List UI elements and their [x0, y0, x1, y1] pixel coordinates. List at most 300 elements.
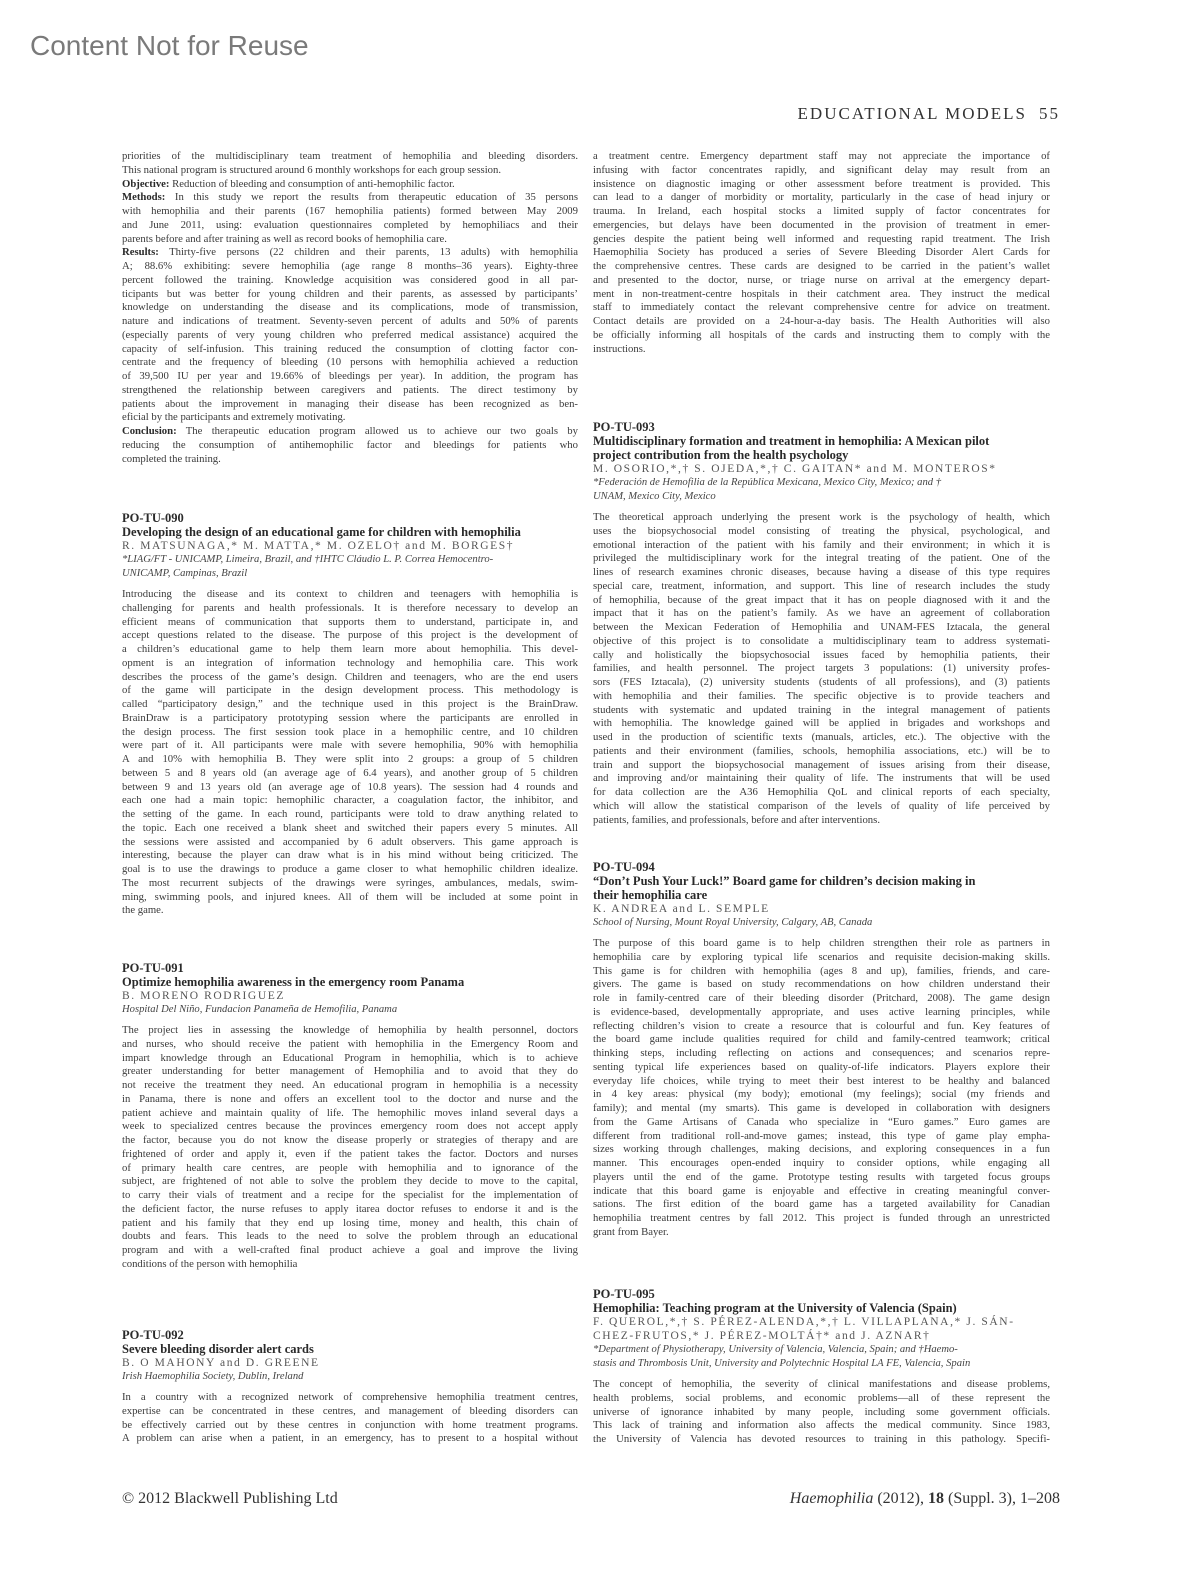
journal-citation [790, 1490, 1060, 1508]
journal-name: Haemophilia [789, 1490, 874, 1507]
text-line [593, 1419, 1050, 1433]
text-line [122, 712, 578, 726]
text-line [122, 643, 578, 657]
text-line [122, 822, 578, 836]
line-text: hemophilia treatment centres by fall 2012. This project is funded through an unrestricted [593, 1212, 1050, 1224]
line-text: grant from Bayer. [593, 1225, 669, 1238]
text-line [122, 726, 578, 740]
line-text: subject, are frightened of not able to solve the problem they decide to move to the capital, [122, 1175, 578, 1188]
text-line [122, 1093, 578, 1107]
text-line [122, 1065, 578, 1079]
line-text: patients, families, and professionals, before and after interventions. [593, 813, 880, 826]
line-text: players until the end of the game. Prototype testing results with targeted focus groups [593, 1170, 1050, 1183]
text-line [122, 329, 578, 343]
line-text: is evidence-based, developmentally appropriate, and uses active learning principles, while [593, 1005, 1050, 1018]
text-line [122, 602, 578, 616]
copyright: © 2012 Blackwell Publishing Ltd [122, 1490, 338, 1507]
text-line [593, 205, 1050, 219]
text-line [122, 863, 578, 877]
text-line [593, 1102, 1050, 1116]
text-line [593, 814, 1050, 828]
text-line [593, 731, 1050, 745]
text-line [593, 580, 1050, 594]
line-text: trauma. In Ireland, each hospital stocks a limited supply of factor concentrates for [593, 205, 1050, 217]
text-line [593, 315, 1050, 329]
abstract-id: PO-TU-090 [122, 511, 184, 525]
abstract-title: their hemophilia care [593, 888, 708, 902]
line-text: between 9 and 13 years old (an average age of 10.8 years). The session had 4 rounds and [122, 780, 578, 793]
text-line [593, 1212, 1050, 1226]
abstract-id: PO-TU-092 [122, 1328, 184, 1342]
text-line [122, 274, 578, 288]
abstract-affiliation: School of Nursing, Mount Royal University, Calgary, AB, Canada [593, 917, 873, 928]
text-line [122, 233, 578, 247]
abstract [593, 860, 1050, 1240]
text-line [593, 1185, 1050, 1199]
text-line [122, 439, 578, 453]
line-text: different from traditional roll-and-move games; instead, this type of game play empha- [593, 1129, 1050, 1142]
line-text: objective of this project is to consolidate a multidisciplinary team to address systemati- [593, 634, 1050, 647]
line-text: priorities of the multidisciplinary team treatment of hemophilia and bleeding disorders. [122, 150, 578, 162]
line-text: the game. [122, 904, 164, 917]
text-line [593, 759, 1050, 773]
line-text: (especially parents of very young children who preferred medical assistance) acquired the [122, 328, 578, 341]
line-text: percent followed the training. Knowledge acquisition was considered good in all par- [122, 273, 578, 286]
line-text: hemophilia care by exploring typical life scenarios and requisite decision-making skills. [593, 950, 1050, 963]
line-text: be effectively carried out by these centres in conjunction with home treatment programs. [122, 1418, 578, 1431]
line-text: between 5 and 8 years old (an average age of 6.4 years), and another group of 5 children [122, 766, 578, 779]
text-line [593, 978, 1050, 992]
text-line [122, 781, 578, 795]
text-line [122, 178, 578, 192]
line-text: A and 10% with hemophilia B. They were split into 2 groups: a group of 5 children [122, 753, 578, 765]
abstract-affiliation: UNICAMP, Campinas, Brazil [122, 568, 248, 579]
text-line [593, 178, 1050, 192]
text-line [122, 1391, 578, 1405]
abstract-body [122, 588, 578, 918]
line-text: Haemophilia Society has produced a series of Severe Bleeding Disorder Alert Cards for [593, 246, 1050, 259]
text-line [122, 260, 578, 274]
line-text: patients about the improvement in managing their disease has been recognized as ben- [122, 397, 578, 410]
line-text: sizes working through challenges, making decisions, and exploring consequences in a fun [593, 1143, 1050, 1156]
text-line [593, 1130, 1050, 1144]
text-line [593, 164, 1050, 178]
line-text: This lack of training and information also affects the medical community. Since 1983, [593, 1419, 1050, 1432]
line-text: can lead to a danger of morbidity or mortality, particularly in the case of head injury or [593, 191, 1050, 204]
line-text: in 4 key areas: physical (my body); emotional (my feelings); social (my friends and [593, 1088, 1050, 1101]
line-text: eficial by the participants and extremely motivating. [122, 411, 346, 424]
text-line [122, 164, 578, 178]
text-line [122, 356, 578, 370]
line-text: privileged the multidisciplinary work for the integral treating of the patient. One of the [593, 552, 1050, 565]
text-line [122, 1052, 578, 1066]
line-text: to carry their vials of treatment and a recipe for the specialist for the implementation of [122, 1189, 578, 1201]
section-label: Objective: [122, 177, 170, 190]
line-text: The theoretical approach underlying the present work is the psychology of health, which [593, 511, 1050, 523]
abstract-authors: B. O MAHONY and D. GREENE [122, 1357, 320, 1369]
text-line [593, 1406, 1050, 1420]
text-line [122, 891, 578, 905]
text-line [593, 1020, 1050, 1034]
line-text: Reduction of bleeding and consumption of anti-hemophilic factor. [169, 177, 455, 190]
line-text: ticipants but was better for young children and their parents, as assessed by participants’ [122, 287, 578, 300]
text-line [122, 739, 578, 753]
text-line [122, 1432, 578, 1446]
text-line [593, 274, 1050, 288]
line-text: of hemophilia, because of the great impact that it has on people diagnosed with it and the [593, 593, 1050, 606]
abstract-body [593, 150, 1050, 356]
abstract-title: Hemophilia: Teaching program at the University of Valencia (Spain) [593, 1301, 957, 1315]
line-text: impart knowledge through an Educational Program in hemophilia, which is to achieve [122, 1051, 578, 1064]
line-text: were part of it. All participants were male with severe hemophilia, 90% with hemophilia [122, 739, 578, 752]
abstract [122, 1328, 578, 1446]
line-text: givers. The game is based on study recommendations on how children understand their [593, 978, 1050, 991]
text-line [122, 1244, 578, 1258]
text-line [593, 992, 1050, 1006]
text-line [593, 649, 1050, 663]
line-text: a treatment centre. Emergency department staff may not appreciate the importance of [593, 150, 1050, 162]
line-text: of primary health care centres, are people with hemophilia and to ignorance of the [122, 1161, 578, 1174]
abstract-body [122, 1024, 578, 1272]
text-line [593, 635, 1050, 649]
text-line [122, 1162, 578, 1176]
line-text: students with systematic and updated training in the integral management of patients [593, 703, 1050, 716]
abstract-body [122, 1391, 578, 1446]
line-text: BrainDraw is a participatory prototyping session where the participants are enrolled in [122, 711, 578, 724]
text-line [593, 1143, 1050, 1157]
text-line [122, 616, 578, 630]
line-text: lines of research examines chronic diseases, because having a disease of this type requires [593, 566, 1050, 578]
line-text: reflecting children’s vision to create a resource that is colourful and fun. Key features of [593, 1019, 1050, 1032]
text-line [593, 772, 1050, 786]
abstract-id: PO-TU-093 [593, 420, 655, 434]
text-line [593, 1047, 1050, 1061]
abstract [122, 511, 578, 918]
text-line [122, 315, 578, 329]
text-line [593, 1033, 1050, 1047]
line-text: the factor, because you do not know the disease properly or strategies of therapy and are [122, 1134, 578, 1146]
abstract-id: PO-TU-094 [593, 860, 655, 874]
line-text: completed the training. [122, 452, 221, 465]
line-text: called “participatory design,” and the technique used in this project is the BrainDraw. [122, 698, 578, 710]
line-text: role in family-centred care of their bleeding disorder (Pritchard, 2008). The game design [593, 992, 1050, 1004]
section-label: Results: [122, 246, 159, 259]
line-text: the deficient factor, the nurse refuses to apply itarea doctor refuses to endorse it and is the [122, 1202, 578, 1215]
text-line [593, 1061, 1050, 1075]
text-line [593, 191, 1050, 205]
line-text: parents before and after training as well as record books of hemophilia care. [122, 232, 447, 245]
line-text: family); and mental (my smarts). This game is developed in collaboration with designers [593, 1102, 1050, 1114]
line-text: gencies despite the patient being well informed and requesting rapid treatment. The Irish [593, 232, 1050, 245]
abstract-authors: B. MORENO RODRIGUEZ [122, 990, 285, 1002]
text-line [122, 1405, 578, 1419]
line-text: sations. The first edition of the board game has a targeted availability for Canadian [593, 1198, 1050, 1211]
section-label: Conclusion: [122, 425, 177, 437]
journal-year: (2012), [873, 1490, 928, 1507]
journal-volume: 18 [928, 1490, 944, 1507]
line-text: centrate and the frequency of bleeding (10 persons with hemophilia achieved a reduction [122, 356, 578, 369]
line-text: a children’s educational game to help them learn more about hemophilia. This devel- [122, 643, 578, 655]
line-text: used in the production of scientific texts (manuals, articles, etc.). The objective with the [593, 731, 1050, 743]
line-text: of the game will participate in the design development process. This methodology is [122, 684, 578, 697]
abstract-title: project contribution from the health psychology [593, 448, 849, 462]
text-line [122, 1038, 578, 1052]
abstract-id: PO-TU-095 [593, 1287, 655, 1301]
text-line [593, 800, 1050, 814]
line-text: with hemophilia. The knowledge gained will be applied in brigades and workshops and [593, 717, 1050, 730]
text-line [593, 552, 1050, 566]
text-line [593, 260, 1050, 274]
line-text: greater understanding for better management of Hemophilia and to avoid that they do [122, 1065, 578, 1078]
line-text: the sessions were assisted and accompanied by 6 adult observers. This game approach is [122, 835, 578, 848]
abstract-affiliation: Irish Haemophilia Society, Dublin, Ireland [122, 1371, 304, 1382]
text-line [122, 1258, 578, 1272]
text-line [593, 1006, 1050, 1020]
text-line [593, 1198, 1050, 1212]
text-line [122, 453, 578, 467]
abstract-title: “Don’t Push Your Luck!” Board game for children’s decision making in [593, 874, 976, 888]
line-text: knowledge on understanding the disease and its complications, mode of transmission, [122, 301, 578, 314]
abstract-affiliation: *Department of Physiotherapy, University of Valencia, Valencia, Spain; and †Haemo- [593, 1344, 958, 1355]
text-line [593, 690, 1050, 704]
line-text: not receive the treatment they need. An educational program in hemophilia is a necessity [122, 1079, 578, 1091]
watermark: Content Not for Reuse [30, 30, 309, 61]
text-line [122, 219, 578, 233]
line-text: A problem can arise when a patient, in an emergency, has to present to a hospital without [122, 1432, 578, 1445]
text-line [122, 398, 578, 412]
line-text: train and support the biopsychosocial management of issues arising from their disease, [593, 758, 1050, 771]
line-text: reducing the consumption of antihemophilic factor and bleedings for patients who [122, 438, 578, 451]
line-text: The project lies in assessing the knowledge of hemophilia by health personnel, doctors [122, 1024, 578, 1036]
abstract-authors: F. QUEROL,*,† S. PÉREZ-ALENDA,*,† L. VILLAPLANA,* J. SÁN- [593, 1316, 1015, 1328]
abstract [122, 961, 578, 1272]
line-text: sors (FES Iztacala), (2) university students (students of all professions), and (3) patients [593, 676, 1050, 688]
line-text: the board game include qualities required for child and family-centred teamwork; critical [593, 1033, 1050, 1046]
text-line [593, 539, 1050, 553]
section-title: EDUCATIONAL MODELS [797, 104, 1027, 123]
abstract-title: Optimize hemophilia awareness in the emergency room Panama [122, 975, 465, 989]
line-text: In a country with a recognized network of comprehensive hemophilia treatment centres, [122, 1391, 578, 1403]
line-text: describes the process of the game’s design. Children and teenagers, who are the end users [122, 670, 578, 683]
line-text: special care, treatment, information, and support. This line of research includes the study [593, 579, 1050, 592]
abstract-affiliation: Hospital Del Niño, Fundacion Panameña de Hemofilia, Panama [122, 1004, 398, 1015]
line-text: and June 2011, using: evaluation questionnaires completed by hemophiliacs and their [122, 218, 578, 231]
text-line [593, 343, 1050, 357]
text-line [122, 370, 578, 384]
abstract-body [593, 511, 1050, 827]
line-text: The concept of hemophilia, the severity of clinical manifestations and disease problems, [593, 1378, 1050, 1390]
line-text: thinking steps, including reflecting on actions and consequences; and scenarios repre- [593, 1047, 1050, 1059]
line-text: be officially informing all hospitals of the cards and instructing them to comply with the [593, 328, 1050, 341]
text-line [593, 525, 1050, 539]
line-text: emergencies, but delays have been documented in the provision of treatment in emer- [593, 218, 1050, 231]
text-line [122, 1120, 578, 1134]
text-line [122, 657, 578, 671]
line-text: emotional interaction of the patient with his family and their environment; in which it is [593, 538, 1050, 551]
line-text: everyday life choices, while trying to meet their best interest to be healthy and balanced [593, 1074, 1050, 1087]
line-text: doubts and fears. This leads to the need to solve the problem through an educational [122, 1230, 578, 1243]
text-line [122, 588, 578, 602]
line-text: conditions of the person with hemophilia [122, 1257, 298, 1270]
text-line [122, 684, 578, 698]
abstract-affiliation: UNAM, Mexico City, Mexico [593, 491, 716, 502]
line-text: patient achieve and maintain quality of life. The hemophilic moves inland several days a [122, 1106, 578, 1119]
text-line [593, 219, 1050, 233]
text-line [122, 629, 578, 643]
text-line [122, 1230, 578, 1244]
text-line [593, 1157, 1050, 1171]
abstract-title: Developing the design of an educational game for children with hemophilia [122, 525, 521, 539]
text-line [122, 246, 578, 260]
text-line [593, 717, 1050, 731]
line-text: cally and holistically the biopsychosocial issues faced by hemophilia patients, their [593, 648, 1050, 661]
text-line [593, 1171, 1050, 1185]
text-line [593, 1088, 1050, 1102]
line-text: frightened of order and apply it, even if the patient takes the factor. Doctors and nurses [122, 1147, 578, 1160]
abstract-affiliation: *Federación de Hemofilia de la República Mexicana, Mexico City, Mexico; and † [593, 477, 942, 488]
line-text: each one had a main topic: hemophilic character, a coagulation factor, the inhibitor, and [122, 794, 578, 807]
line-text: nature and indications of treatment. Seventy-seven percent of adults and 50% of parents [122, 315, 578, 327]
text-line [593, 662, 1050, 676]
text-line [122, 1203, 578, 1217]
line-text: manner. This encourages open-ended inquiry to consider options, while engaging all [593, 1157, 1050, 1169]
line-text: capacity of self-infusion. This training reduced the consumption of clotting factor con- [122, 342, 578, 355]
running-head [798, 104, 1060, 124]
abstract-authors: CHEZ-FRUTOS,* J. PÉREZ-MOLTÁ†* and J. AZNAR† [593, 1330, 931, 1342]
text-line [593, 1226, 1050, 1240]
line-text: of 39,500 IU per year and 19.66% of bleedings per year). In addition, the program has [122, 370, 578, 382]
text-line [122, 384, 578, 398]
line-text: The purpose of this board game is to help children strengthen their role as partners in [593, 937, 1050, 949]
section-label: Methods: [122, 191, 166, 204]
text-line [593, 745, 1050, 759]
abstract-body [593, 937, 1050, 1240]
text-line [593, 566, 1050, 580]
line-text: efficient means of communication that supports them to understand, participate in, and [122, 615, 578, 628]
text-line [122, 1148, 578, 1162]
abstract-title: Multidisciplinary formation and treatment in hemophilia: A Mexican pilot [593, 434, 990, 448]
text-line [122, 904, 578, 918]
line-text: from the Game Artisans of Canada who specialize in “Euro games.” Euro games are [593, 1115, 1050, 1128]
text-line [593, 1116, 1050, 1130]
line-text: insistence on diagnostic imaging or other assessment before treatment is provided. This [593, 177, 1050, 190]
text-line [593, 621, 1050, 635]
abstract-body [122, 150, 578, 466]
line-text: between the Mexican Federation of Hemophilia and UNAM-FES Iztacala, the general [593, 621, 1050, 633]
line-text: the design process. The first session took place in a hemophilic centre, and 10 children [122, 725, 578, 738]
text-line [122, 671, 578, 685]
text-line [593, 1075, 1050, 1089]
line-text: The therapeutic education program allowed us to achieve our two goals by [176, 425, 578, 437]
text-line [122, 1189, 578, 1203]
text-line [122, 411, 578, 425]
line-text: senting typical life experiences based on quality-of-life indicators. Players explore their [593, 1060, 1050, 1073]
abstract-authors: M. OSORIO,*,† S. OJEDA,*,† C. GAITAN* and M. MONTEROS* [593, 463, 997, 475]
line-text: goal is to use the drawings to produce a game closer to what hemophilic children idealize. [122, 863, 578, 875]
text-line [122, 1024, 578, 1038]
line-text: indicate that this board game is enjoyable and effective in creating meaningful conver- [593, 1184, 1050, 1197]
line-text: families, and health personnel. The project targets 3 populations: (1) university profes- [593, 662, 1050, 675]
line-text: week to specialized centres because the provinces emergency room does not accept apply [122, 1120, 578, 1133]
text-line [122, 1107, 578, 1121]
abstract [593, 420, 1050, 827]
text-line [593, 1378, 1050, 1392]
text-line [593, 511, 1050, 525]
line-text: challenging for parents and health professionals. It is therefore necessary to develop an [122, 601, 578, 614]
line-text: which will allow the statistical comparison of the levels of quality of life perceived by [593, 799, 1050, 812]
text-line [122, 753, 578, 767]
text-line [122, 1217, 578, 1231]
abstract-body [593, 1378, 1050, 1447]
line-text: interesting, because the player can draw what is in his mind without being criticized. The [122, 849, 578, 862]
line-text: impact that it has on the patient’s family. As we have an agreement of collaboration [593, 607, 1050, 620]
text-line [122, 794, 578, 808]
abstract-continuation [122, 150, 578, 466]
line-text: patients and their environment (families, schools, hemophilia associations, etc.) will be to [593, 744, 1050, 757]
text-line [122, 343, 578, 357]
text-line [593, 965, 1050, 979]
abstract-affiliation: *LIAG/FT - UNICAMP, Limeira, Brazil, and †IHTC Cláudio L. P. Correa Hemocentro- [122, 554, 494, 565]
line-text: in Panama, there is none and offers an excellent tool to the doctor and nurse and the [122, 1092, 578, 1105]
line-text: the topic. Each one received a blank sheet and switched their papers every 5 minutes. All [122, 821, 578, 834]
line-text: accept questions related to the disease. The purpose of this project is the development of [122, 629, 578, 642]
line-text: universe of ignorance inhabited by many people, including some government officials. [593, 1405, 1050, 1418]
text-line [122, 301, 578, 315]
line-text: This national program is structured around 6 monthly workshops for each group session. [122, 163, 502, 176]
text-line [122, 191, 578, 205]
text-line [122, 767, 578, 781]
text-line [593, 246, 1050, 260]
text-line [122, 1175, 578, 1189]
line-text: In this study we report the results from therapeutic education of 35 persons [165, 191, 578, 204]
abstract-id: PO-TU-091 [122, 961, 184, 975]
line-text: Contact details are provided on a 24-hour-a-day basis. The Health Authorities will also [593, 315, 1050, 327]
line-text: expertise can be concentrated in these centres, and management of bleeding disorders can [122, 1404, 578, 1417]
text-line [593, 329, 1050, 343]
line-text: infusing with factor concentrates rapidly, and significant delay may result from an [593, 163, 1050, 176]
line-text: uses the biopsychosocial model consisting of treating the physical, psychological, and [593, 524, 1050, 537]
line-text: program and with a well-crafted final product achieve a goal and improve the living [122, 1244, 578, 1256]
abstract-authors: R. MATSUNAGA,* M. MATTA,* M. OZELO† and M. BORGES† [122, 540, 515, 552]
text-line [593, 786, 1050, 800]
line-text: for data collection are the A36 Hemophilia QoL and clinical reports of each specialty, [593, 786, 1050, 798]
text-line [593, 594, 1050, 608]
line-text: The most recurrent subjects of the drawings were syringes, ambulances, medals, swim- [122, 876, 578, 889]
line-text: staff to immediately contact the relevant comprehensive centre for advice on treatment. [593, 301, 1050, 314]
text-line [122, 849, 578, 863]
line-text: patient and his family that they end up losing time, money and health, this chain of [122, 1216, 578, 1229]
line-text: ment in non-treatment-centre hospitals in their catchment area. They instruct the medical [593, 287, 1050, 300]
line-text: the setting of the game. In each round, participants were told to draw anything related to [122, 808, 578, 820]
line-text: with hemophilia and their families. The specific objective is to provide teachers and [593, 689, 1050, 702]
line-text: instructions. [593, 342, 646, 355]
line-text: and improving and/or maintaining their quality of life. The instruments that will be used [593, 772, 1050, 785]
text-line [122, 836, 578, 850]
text-line [122, 150, 578, 164]
text-line [122, 205, 578, 219]
line-text: ming, swimming pools, and injured knees. All of them will be included at some point in [122, 890, 578, 903]
text-line [593, 676, 1050, 690]
page-number: 55 [1039, 104, 1060, 123]
abstract-continuation [593, 150, 1050, 356]
text-line [122, 698, 578, 712]
text-line [122, 425, 578, 439]
text-line [593, 150, 1050, 164]
line-text: A; 88.6% exhibiting: severe hemophilia (age range 8 months–36 years). Eighty-three [122, 260, 578, 272]
abstract-authors: K. ANDREA and L. SEMPLE [593, 903, 770, 915]
text-line [122, 288, 578, 302]
line-text: the University of Valencia has devoted resources to training in this pathology. Specifi- [593, 1433, 1050, 1445]
